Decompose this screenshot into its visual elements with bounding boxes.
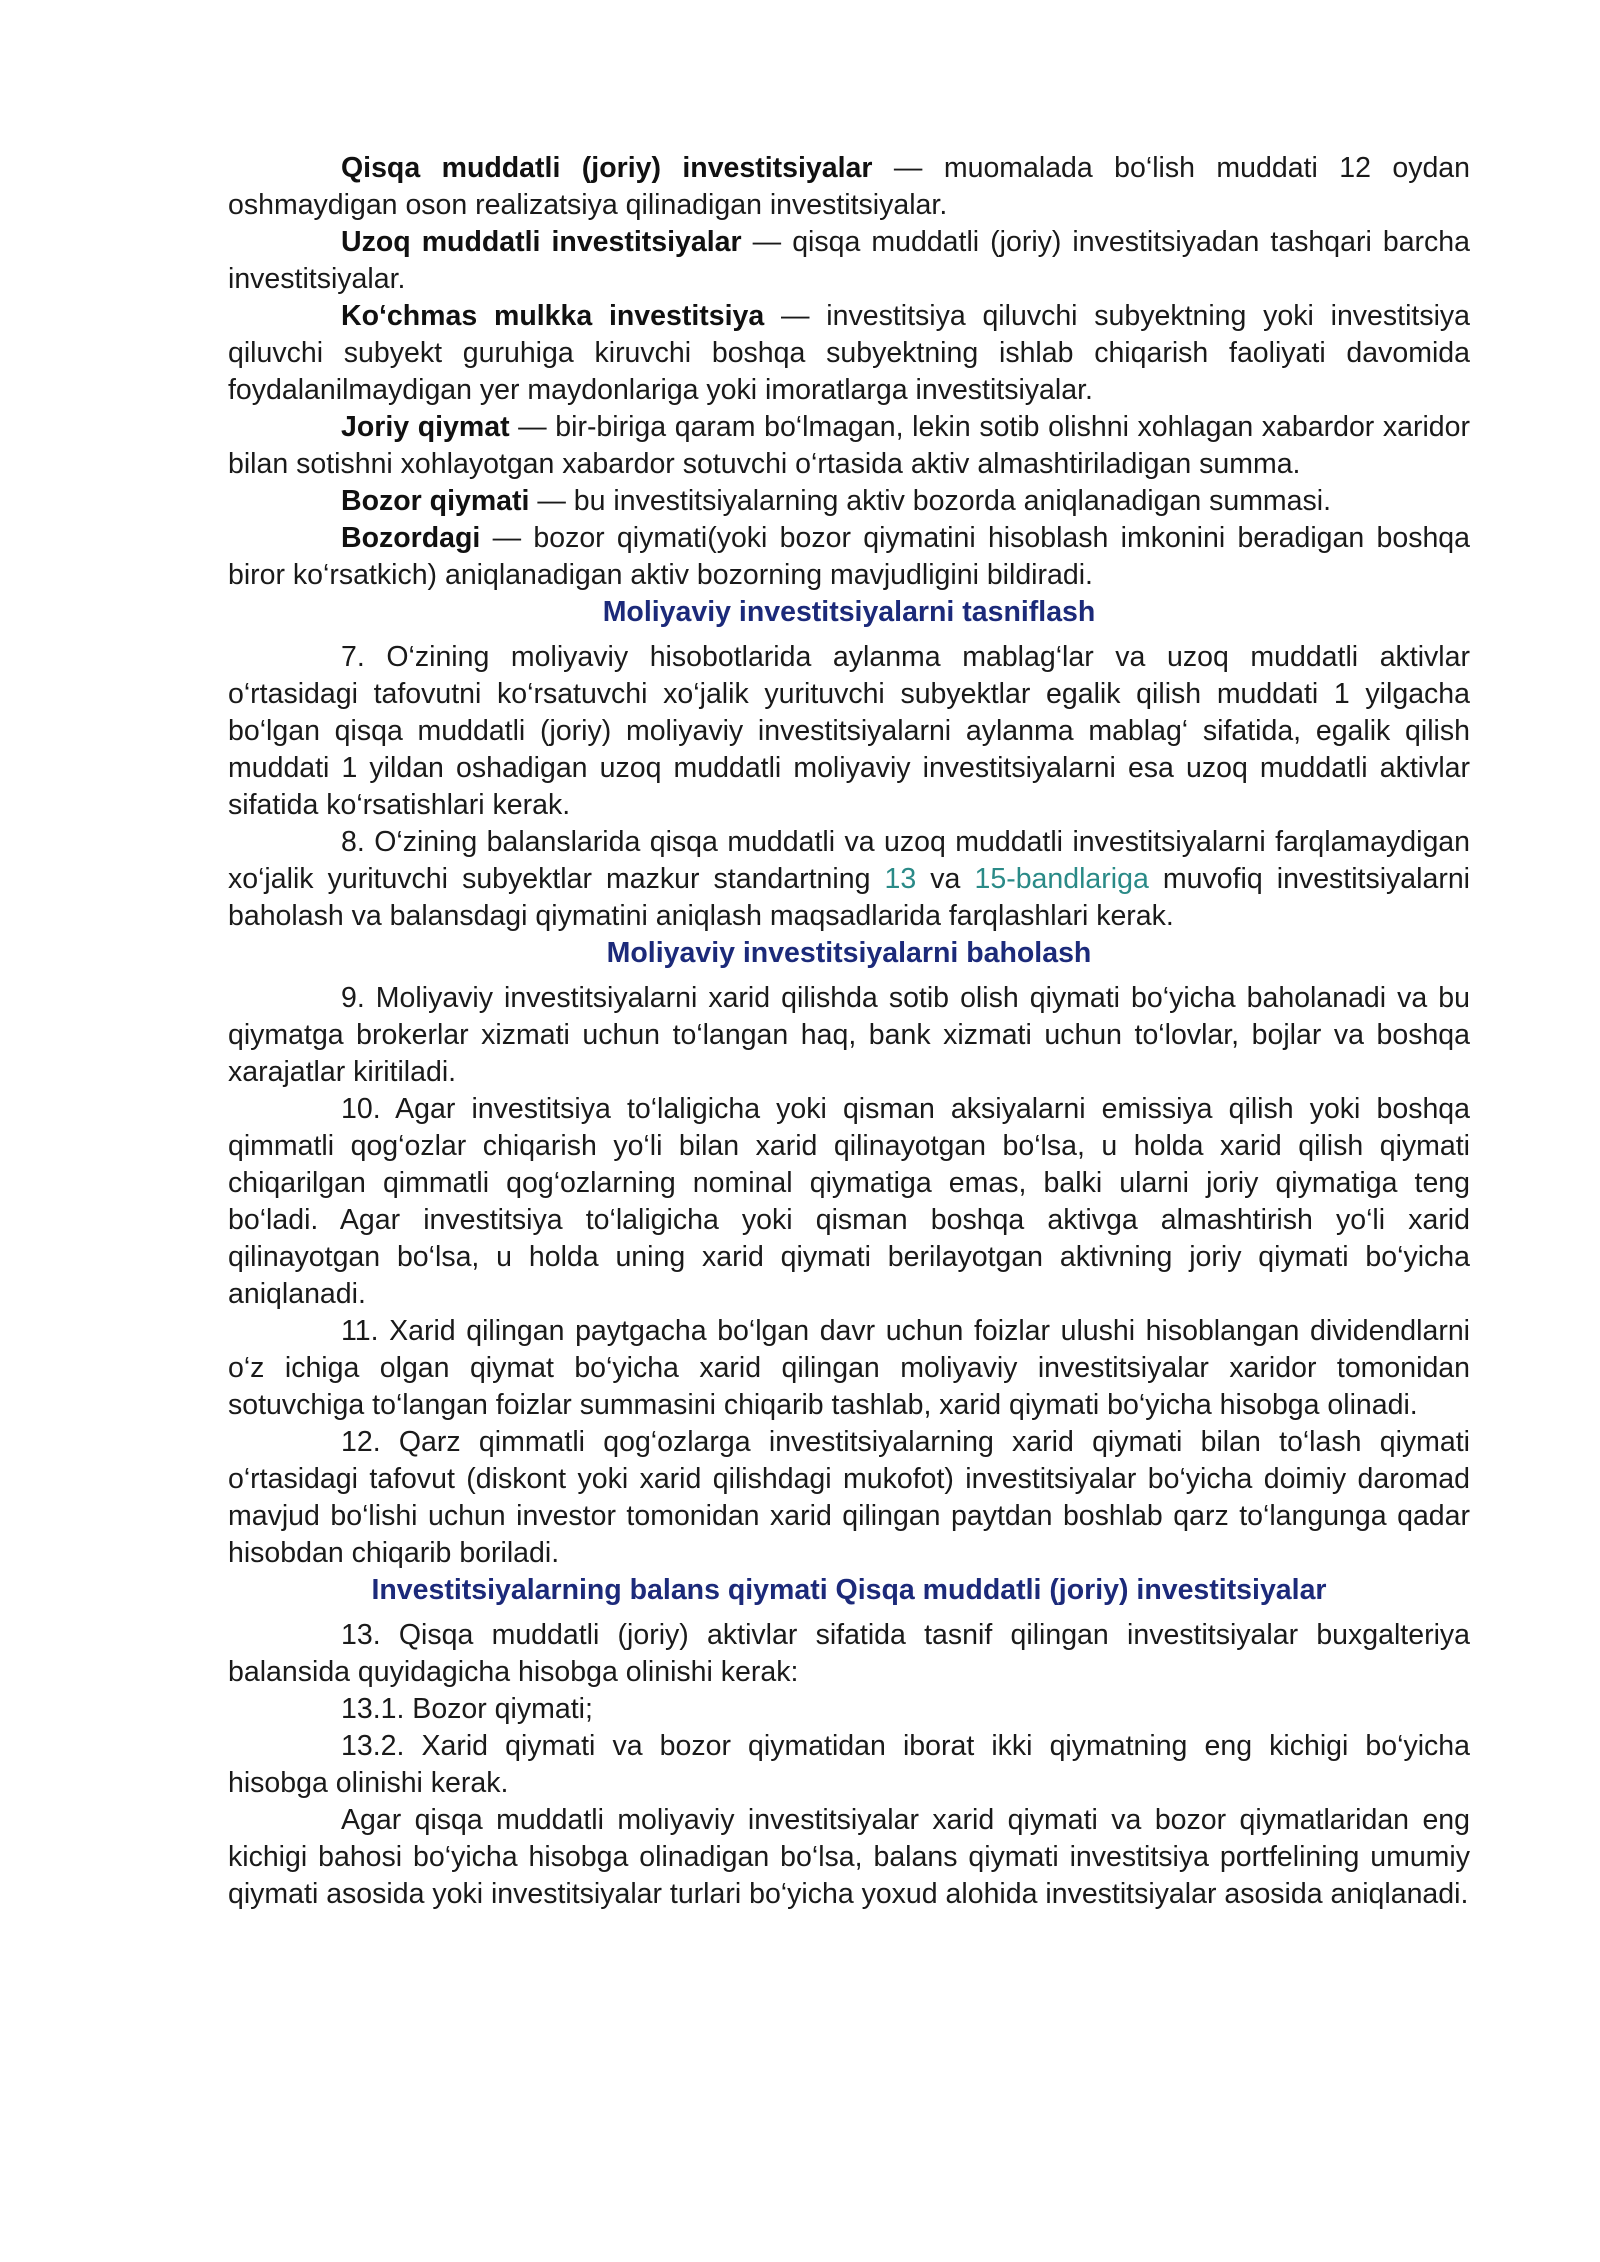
paragraph-13-2: 13.2. Xarid qiymati va bozor qiymatidan iborat ikki qiymatning eng kichigi bo‘yicha hisobga olinishi kerak.	[228, 1730, 1470, 1799]
definition-text: — investitsiya qiluvchi subyektning yoki investitsiya qiluvchi subyekt guruhiga kiruvchi boshqa subyektning ishlab chiqarish faoliyati davomida foydalanilmaydigan yer maydonlariga yoki imoratlarga investitsiyalar.	[228, 300, 1470, 406]
definition-term: Ko‘chmas mulkka investitsiya	[341, 300, 765, 332]
paragraph-11: 11. Xarid qilingan paytgacha bo‘lgan davr uchun foizlar ulushi hisoblangan dividendlarni o‘z ichiga olgan qiymat bo‘yicha xarid qilingan moliyaviy investitsiyalar xaridor tomonidan sotuvchiga to‘langan foizlar summasini chiqarib tashlab, xarid qiymati bo‘yicha hisobga olinadi.	[228, 1315, 1470, 1421]
paragraph-13-1: 13.1. Bozor qiymati;	[341, 1693, 593, 1725]
link-clause-15[interactable]: 15-bandlariga	[974, 863, 1149, 895]
paragraph-7: 7. O‘zining moliyaviy hisobotlarida aylanma mablag‘lar va uzoq muddatli aktivlar o‘rtasidagi tafovutni ko‘rsatuvchi xo‘jalik yurituvchi subyektlar egalik qilish muddati 1 yilgacha bo‘lgan qisqa muddatli (joriy) moliyaviy investitsiyalarni aylanma mablag‘ sifatida, egalik qilish muddati 1 yildan oshadigan uzoq muddatli moliyaviy investitsiyalarni esa uzoq muddatli aktivlar sifatida ko‘rsatishlari kerak.	[228, 641, 1470, 821]
definition-paragraph	[228, 150, 1470, 224]
paragraph-10: 10. Agar investitsiya to‘laligicha yoki qisman aksiyalarni emissiya qilish yoki boshqa qimmatli qog‘ozlar chiqarish yo‘li bilan xarid qilinayotgan bo‘lsa, u holda xarid qilish qiymati chiqarilgan qimmatli qog‘ozlarning nominal qiymatiga emas, balki ularni joriy qiymatiga teng bo‘ladi. Agar investitsiya to‘laligicha yoki qisman boshqa aktivga almashtirish yo‘li xarid qilinayotgan bo‘lsa, u holda uning xarid qiymati berilayotgan aktivning joriy qiymati bo‘yicha aniqlanadi.	[228, 1093, 1470, 1310]
section-heading-balance-value: Investitsiyalarning balans qiymati Qisqa muddatli (joriy) investitsiyalar	[371, 1574, 1327, 1606]
section-heading-classification: Moliyaviy investitsiyalarni tasniflash	[602, 596, 1096, 628]
definition-text: — bir-biriga qaram bo‘lmagan, lekin sotib olishni xohlagan xabardor xaridor bilan sotishni xohlayotgan xabardor sotuvchi o‘rtasida aktiv almashtiriladigan summa.	[228, 411, 1470, 480]
definition-term: Uzoq muddatli investitsiyalar	[341, 226, 742, 258]
paragraph-8-text: muvofiq investitsiyalarni baholash va balansdagi qiymatini aniqlash maqsadlarida farqlashlari kerak.	[228, 863, 1471, 932]
definition-term: Bozordagi	[341, 522, 481, 554]
definition-paragraph	[228, 298, 1470, 409]
definition-paragraph	[228, 483, 1470, 520]
paragraph-8-text: va	[916, 863, 975, 895]
definition-text: — bozor qiymati(yoki bozor qiymatini hisoblash imkonini beradigan boshqa biror ko‘rsatkich) aniqlanadigan aktiv bozorning mavjudligini bildiradi.	[228, 522, 1470, 591]
paragraph-13: 13. Qisqa muddatli (joriy) aktivlar sifatida tasnif qilingan investitsiyalar buxgalteriya balansida quyidagicha hisobga olinishi kerak:	[228, 1619, 1470, 1688]
definition-paragraph	[228, 520, 1470, 594]
paragraph-8-text: 8. O‘zining balanslarida qisqa muddatli va uzoq muddatli investitsiyalarni farqlamaydigan xo‘jalik yurituvchi subyektlar mazkur standartning	[228, 826, 1470, 895]
paragraph-8	[228, 824, 1470, 935]
definition-paragraph	[228, 409, 1470, 483]
definition-text: — muomalada bo‘lish muddati 12 oydan oshmaydigan oson realizatsiya qilinadigan investitsiyalar.	[228, 152, 1470, 221]
section-heading-valuation: Moliyaviy investitsiyalarni baholash	[606, 937, 1092, 969]
definition-text: — bu investitsiyalarning aktiv bozorda aniqlanadigan summasi.	[529, 485, 1332, 517]
paragraph-12: 12. Qarz qimmatli qog‘ozlarga investitsiyalarning xarid qiymati bilan to‘lash qiymati o‘rtasidagi tafovut (diskont yoki xarid qilishdagi mukofot) investitsiyalar bo‘yicha doimiy daromad mavjud bo‘lishi uchun investor tomonidan xarid qilingan paytdan boshlab qarz to‘langunga qadar hisobdan chiqarib boriladi.	[228, 1426, 1470, 1569]
definition-term: Bozor qiymati	[341, 485, 530, 517]
paragraph-9: 9. Moliyaviy investitsiyalarni xarid qilishda sotib olish qiymati bo‘yicha baholanadi va bu qiymatga brokerlar xizmati uchun to‘langan haq, bank xizmati uchun to‘lovlar, bojlar va boshqa xarajatlar kiritiladi.	[228, 982, 1470, 1088]
definition-text: — qisqa muddatli (joriy) investitsiyadan tashqari barcha investitsiyalar.	[228, 226, 1470, 295]
link-clause-13[interactable]: 13	[884, 863, 917, 895]
definition-paragraph	[228, 224, 1470, 298]
paragraph-final: Agar qisqa muddatli moliyaviy investitsiyalar xarid qiymati va bozor qiymatlaridan eng kichigi bahosi bo‘yicha hisobga olinadigan bo‘lsa, balans qiymati investitsiya portfelining umumiy qiymati asosida yoki investitsiyalar turlari bo‘yicha yoxud alohida investitsiyalar asosida aniqlanadi.	[228, 1804, 1470, 1910]
definition-term: Joriy qiymat	[341, 411, 510, 443]
definition-term: Qisqa muddatli (joriy) investitsiyalar	[341, 152, 873, 184]
document-page	[228, 150, 1470, 1913]
